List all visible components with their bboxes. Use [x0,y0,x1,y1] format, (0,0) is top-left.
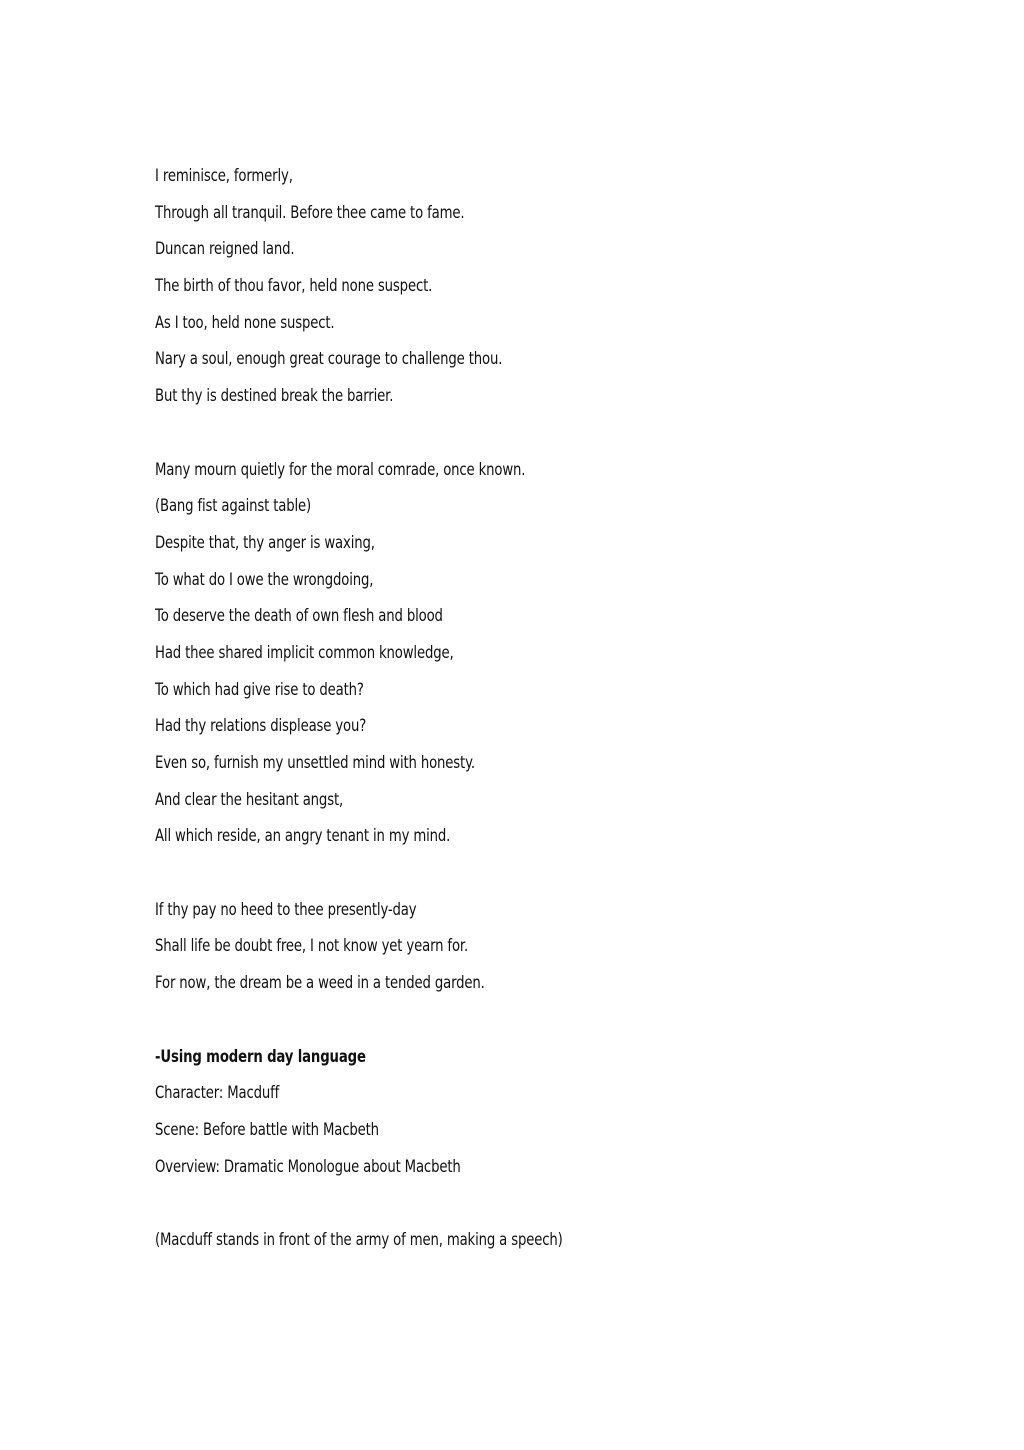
poem-line: To deserve the death of own flesh and blood [155,606,443,627]
poem-line: Duncan reigned land. [155,239,295,260]
poem-line: Many mourn quietly for the moral comrade, once known. [155,459,526,480]
stage-direction-line: (Bang fist against table) [155,496,312,517]
section-heading: -Using modern day language [155,1046,366,1067]
scene-line: Scene: Before battle with Macbeth [155,1119,379,1140]
character-line: Character: Macduff [155,1083,280,1104]
stanza-1 [155,158,915,415]
poem-line: Shall life be doubt free, I not know yet yearn for. [155,936,469,957]
poem-line: Despite that, thy anger is waxing, [155,532,375,553]
section-info [155,1039,915,1186]
stanza-3 [155,892,915,1002]
poem-line: To which had give rise to death? [155,679,364,700]
stanza-break [155,1002,915,1039]
document-body [155,158,915,1259]
poem-line: But thy is destined break the barrier. [155,386,394,407]
poem-line: Had thy relations displease you? [155,716,367,737]
stanza-break [155,1185,915,1222]
poem-line: As I too, held none suspect. [155,312,335,333]
poem-line: For now, the dream be a weed in a tended garden. [155,973,485,994]
stanza-break [155,855,915,892]
poem-line: All which reside, an angry tenant in my mind. [155,826,451,847]
poem-line: And clear the hesitant angst, [155,789,344,810]
overview-line: Overview: Dramatic Monologue about Macbeth [155,1156,461,1177]
poem-line: If thy pay no heed to thee presently-day [155,899,417,920]
stanza-2 [155,452,915,856]
poem-line: Even so, furnish my unsettled mind with honesty. [155,753,475,773]
poem-line: To what do I owe the wrongdoing, [155,569,374,590]
poem-line: Through all tranquil. Before thee came to fame. [155,202,465,223]
poem-line: The birth of thou favor, held none suspect. [155,276,433,297]
poem-line: Had thee shared implicit common knowledge, [155,642,454,663]
poem-line: Nary a soul, enough great courage to challenge thou. [155,349,503,370]
stage-direction: (Macduff stands in front of the army of men, making a speech) [155,1229,563,1250]
stanza-break [155,415,915,452]
poem-line: I reminisce, formerly, [155,166,293,186]
